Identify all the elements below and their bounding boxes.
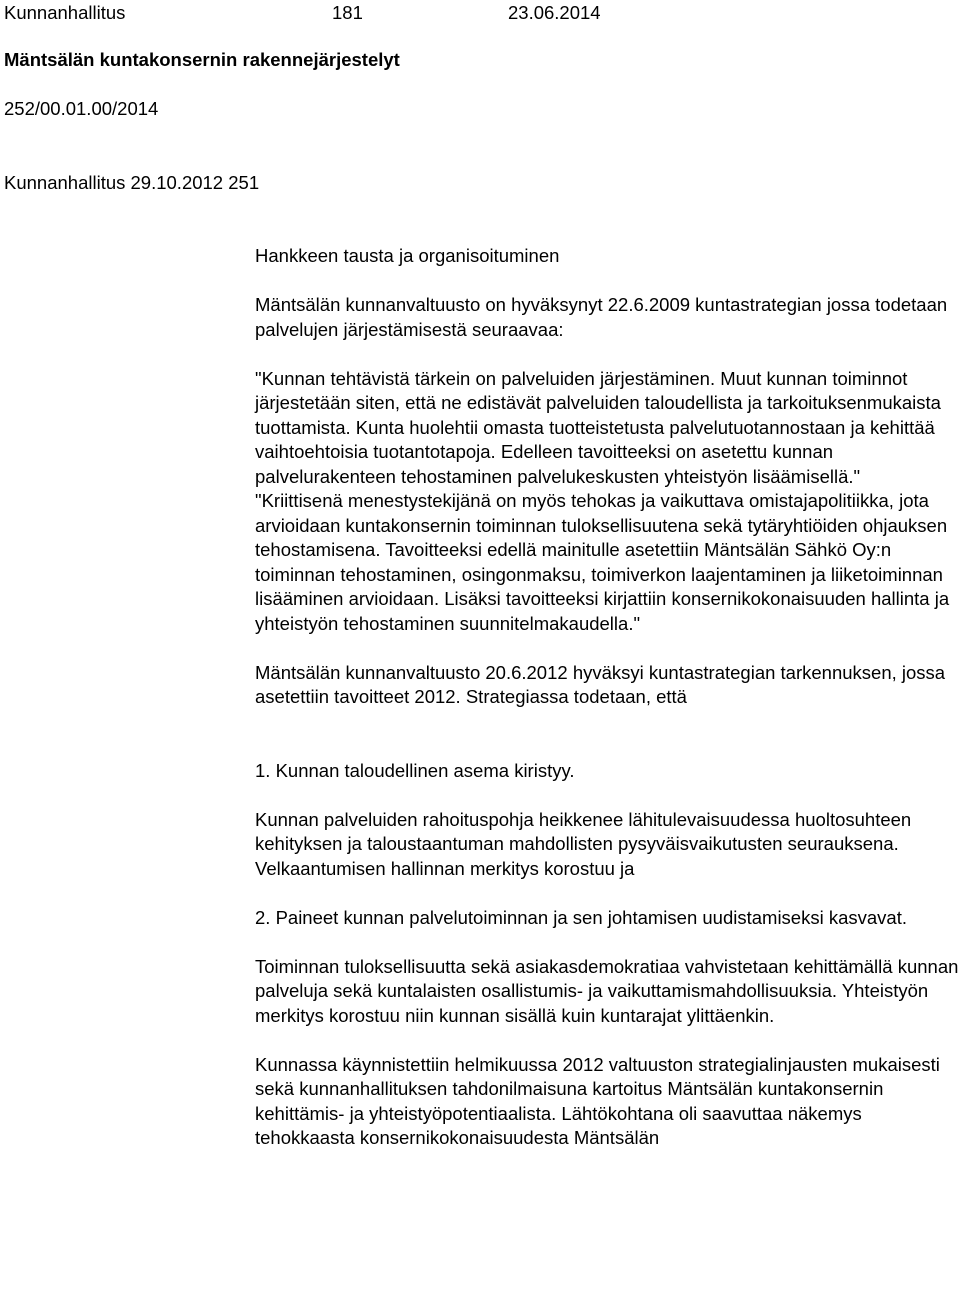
section-heading: Hankkeen tausta ja organisoituminen [255, 245, 560, 266]
previous-reference: Kunnanhallitus 29.10.2012 251 [4, 172, 260, 193]
body-paragraph: 2. Paineet kunnan palvelutoiminnan ja sen johtamisen uudistamiseksi kasvavat. [255, 906, 907, 928]
board-name: Kunnanhallitus [4, 2, 126, 23]
body-paragraph: Toiminnan tuloksellisuutta sekä asiakasdemokratiaa vahvistetaan kehittämällä kunnan palveluja sekä kuntalaisten osallistumis- ja vaikuttamismahdollisuuksia. Yhteistyön merkitys korostuu niin kunnan sisällä kuin kuntarajat ylittäenkin. [255, 955, 959, 1026]
document-number: 252/00.01.00/2014 [4, 98, 159, 119]
section-number: 181 [332, 2, 363, 23]
body-paragraph: 1. Kunnan taloudellinen asema kiristyy. [255, 759, 575, 781]
body-paragraph: Kunnassa käynnistettiin helmikuussa 2012 valtuuston strategialinjausten mukaisesti sekä kunnanhallituksen tahdonilmaisuna kartoitus Mäntsälän kuntakonsernin kehittämis- ja yhteistyöpotentiaalista. Lähtökohtana oli saavuttaa näkemys tehokkaasta konsernikokonaisuudesta Mäntsälän [255, 1053, 940, 1148]
body-paragraph: "Kunnan tehtävistä tärkein on palveluiden järjestäminen. Muut kunnan toiminnot järjestetään siten, että ne edistävät palveluiden taloudellista ja tarkoituksenmukaista tuottamista. Kunta huolehtii omasta tuotteistetusta palvelutuotannostaan ja kehittää vaihtoehtoisia tuotantotapoja. Edelleen tavoitteeksi on asetettu kunnan palvelurakenteen tehostaminen palvelukeskusten yhteistyön lisäämisellä." [255, 367, 941, 487]
body-paragraph: "Kriittisenä menestystekijänä on myös tehokas ja vaikuttava omistajapolitiikka, jota arvioidaan kuntakonsernin toiminnan tuloksellisuutena sekä tytäryhtiöiden ohjauksen tehostamisena. Tavoitteeksi edellä mainitulle asetettiin Mäntsälän Sähkö Oy:n toiminnan tehostaminen, osingonmaksu, toimiverkon laajentaminen ja liiketoiminnan lisääminen arvioidaan. Lisäksi tavoitteeksi kirjattiin konsernikokonaisuuden hallinta ja yhteistyön tehostaminen suunnitelmakaudella." [255, 490, 950, 634]
meeting-date: 23.06.2014 [508, 2, 601, 23]
body-paragraph: Mäntsälän kunnanvaltuusto 20.6.2012 hyväksyi kuntastrategian tarkennuksen, jossa asetettiin tavoitteet 2012. Strategiassa todetaan, että [255, 661, 946, 707]
body-paragraph: Kunnan palveluiden rahoituspohja heikkenee lähitulevaisuudessa huoltosuhteen kehityksen ja taloustaantuman mahdollisten pysyväisvaikutusten seurauksena. Velkaantumisen hallinnan merkitys korostuu ja [255, 808, 912, 879]
document-title: Mäntsälän kuntakonsernin rakennejärjestelyt [4, 49, 400, 70]
document-body [255, 244, 960, 1175]
body-paragraph: Mäntsälän kunnanvaltuusto on hyväksynyt 22.6.2009 kuntastrategian jossa todetaan palvelujen järjestämisestä seuraavaa: [255, 294, 948, 340]
